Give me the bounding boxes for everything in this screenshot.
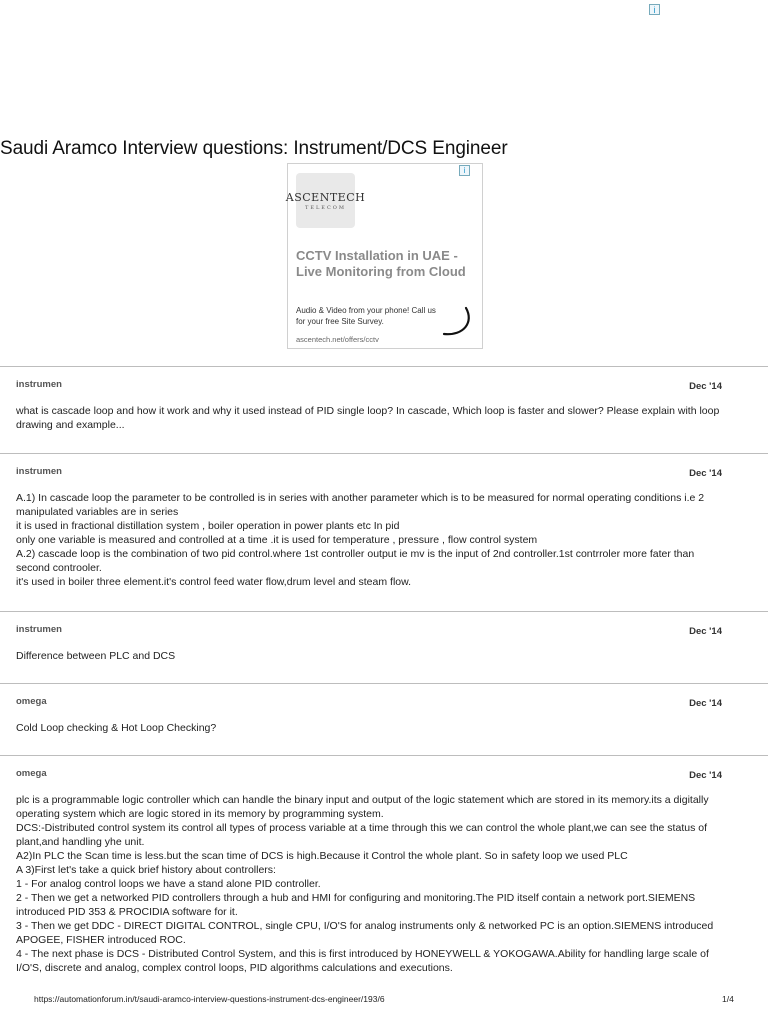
post-date[interactable]: Dec '14: [689, 381, 722, 392]
post-body: [16, 491, 728, 589]
post-line: it is used in fractional distillation system , boiler operation in power plants etc In pid: [16, 520, 400, 532]
post-line: plc is a programmable logic controller which can handle the binary input and output of the logic statement which are stored in its memory.its a digitally operating system which are logic stored in its memory by programming system.: [16, 794, 709, 820]
post-date[interactable]: Dec '14: [689, 626, 722, 637]
ad-headline[interactable]: CCTV Installation in UAE - Live Monitoring from Cloud: [296, 248, 466, 279]
post-body: [16, 721, 728, 735]
post-date[interactable]: Dec '14: [689, 698, 722, 709]
post-line: what is cascade loop and how it work and why it used instead of PID single loop? In cascade, Which loop is faster and slower? Please explain with loop drawing and example...: [16, 405, 720, 431]
post-line: 2 - Then we get a networked PID controllers through a hub and HMI for configuring and monitoring.The PID itself contain a network port.SIEMENS introduced PID 353 & PROCIDIA software for it.: [16, 892, 696, 918]
ad-arrow-icon[interactable]: [434, 304, 474, 340]
ad-choices-icon[interactable]: i: [459, 165, 470, 176]
post-body: [16, 649, 728, 663]
ad-banner[interactable]: [287, 163, 483, 349]
post-line: DCS:-Distributed control system its control all types of process variable at a time through this we can control the whole plant,we can see the status of plant,and handling yhe unit.: [16, 822, 707, 848]
post-author[interactable]: instrumen: [16, 624, 62, 635]
page-title: Saudi Aramco Interview questions: Instrument/DCS Engineer: [0, 138, 508, 159]
footer-url[interactable]: https://automationforum.in/t/saudi-aramco-interview-questions-instrument-dcs-engineer/193/6: [34, 994, 385, 1004]
post-line: 4 - The next phase is DCS - Distributed Control System, and this is first introduced by HONEYWELL & YOKOGAWA.Ability for handling large scale of I/O'S, discrete and analog, complex control loops, PID algorithms calculations and executions.: [16, 948, 709, 974]
logo-subtext: TELECOM: [305, 204, 346, 211]
post-line: 3 - Then we get DDC - DIRECT DIGITAL CONTROL, single CPU, I/O'S for analog instruments only & networked PC is an option.SIEMENS introduced APOGEE, FISHER introduced ROC.: [16, 920, 714, 946]
post-date[interactable]: Dec '14: [689, 770, 722, 781]
post-5: [0, 755, 768, 985]
post-line: only one variable is measured and controlled at a time .it is used for temperature , pressure , flow control system: [16, 534, 538, 546]
post-4: [0, 683, 768, 755]
post-line: A2)In PLC the Scan time is less.but the scan time of DCS is high.Because it Control the whole plant. So in safety loop we used PLC: [16, 850, 628, 862]
post-body: [16, 404, 728, 432]
post-author[interactable]: instrumen: [16, 466, 62, 477]
ad-url[interactable]: ascentech.net/offers/cctv: [296, 335, 379, 344]
advertiser-logo[interactable]: [285, 173, 366, 228]
post-line: it's used in boiler three element.it's control feed water flow,drum level and steam flow.: [16, 576, 412, 588]
post-2: [0, 453, 768, 611]
post-line: A.1) In cascade loop the parameter to be controlled is in series with another parameter which is to be measured for normal operating conditions i.e 2 manipulated variables are in series: [16, 492, 705, 518]
post-body: [16, 793, 728, 975]
post-line: 1 - For analog control loops we have a stand alone PID controller.: [16, 878, 321, 890]
post-author[interactable]: instrumen: [16, 379, 62, 390]
post-line: A.2) cascade loop is the combination of two pid control.where 1st controller output ie mv is the input of 2nd controller.1st contrroler more fater than second controoler.: [16, 548, 695, 574]
post-author[interactable]: omega: [16, 696, 47, 707]
ad-info-icon[interactable]: i: [649, 4, 660, 15]
post-3: [0, 611, 768, 683]
post-1: [0, 366, 768, 453]
page-number: 1/4: [722, 994, 734, 1004]
post-line: A 3)First let's take a quick brief history about controllers:: [16, 864, 276, 876]
logo-text: ASCENTECH: [285, 190, 366, 204]
post-author[interactable]: omega: [16, 768, 47, 779]
post-line: Cold Loop checking & Hot Loop Checking?: [16, 722, 217, 734]
post-line: Difference between PLC and DCS: [16, 650, 176, 662]
post-date[interactable]: Dec '14: [689, 468, 722, 479]
ad-body-text: Audio & Video from your phone! Call us for your free Site Survey.: [296, 306, 436, 326]
